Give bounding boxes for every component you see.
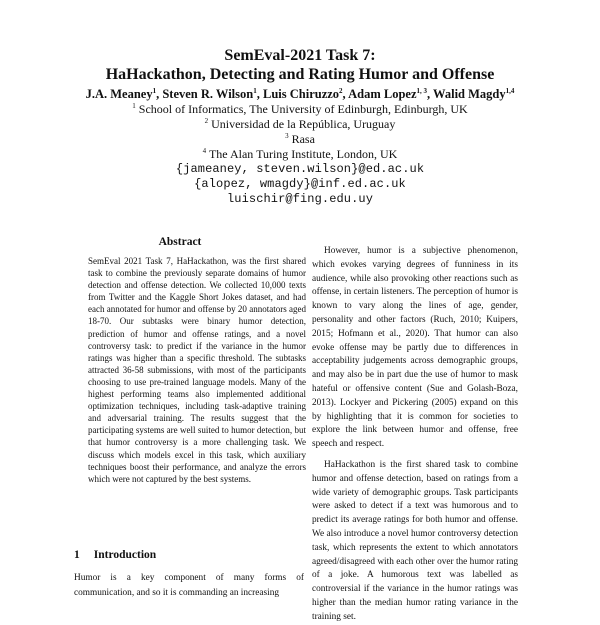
abstract-heading: Abstract	[158, 236, 202, 248]
right-column	[312, 245, 518, 625]
author-name: J.A. Meaney	[85, 87, 153, 101]
affiliation-text: Rasa	[291, 132, 315, 146]
author-list: J.A. Meaney$^1$, Steven R. Wilson$^1$, Luis Chiruzzo$^2$, Adam Lopez$^{1, 3}$, Walid Magdy$^{1,4}$	[85, 87, 515, 101]
introduction-body: Humor is a key component of many forms of communication, and so it is commanding an increasing	[74, 573, 304, 598]
author-name: Walid Magdy	[433, 87, 506, 101]
affiliation-text: School of Informatics, The University of Edinburgh, Edinburgh, UK	[138, 102, 468, 116]
section-number: 1	[74, 549, 80, 561]
author-affiliation-marker: 2	[339, 87, 343, 95]
author-name: Steven R. Wilson	[162, 87, 254, 101]
author-name: Adam Lopez	[348, 87, 417, 101]
affiliation-line	[0, 117, 600, 132]
title-line-2: HaHackathon, Detecting and Rating Humor and Offense	[105, 66, 495, 83]
affiliation-marker: 1	[132, 102, 136, 110]
abstract-body: SemEval 2021 Task 7, HaHackathon, was the first shared task to combine the previously separate domains of humor detection and offense detection. We collected 10,000 texts from Twitter and the Kaggle Short Jokes dataset, and had each annotated for humor and offense by 20 annotators aged 18-70. Our subtasks were binary humor detection, prediction of humor and offense ratings, and a novel controversy task: to predict if the variance in the humor ratings was higher than a specific threshold. The subtasks attracted 36-58 submissions, with most of the participants choosing to use pre-trained language models. Many of the highest performing teams also implemented additional optimization techniques, including task-adaptive training and adversarial training. The results suggest that the participating systems are well suited to humor detection, but that humor controversy is a more challenging task. We discuss which models excel in this task, which auxiliary techniques boost their performance, and analyze the errors which were not captured by the best systems.	[88, 256, 306, 484]
affiliation-line	[0, 147, 600, 162]
email-line[interactable]: luischir@fing.edu.uy	[226, 192, 374, 206]
affiliation-text: The Alan Turing Institute, London, UK	[208, 147, 398, 161]
affiliation-marker: 2	[204, 117, 209, 125]
affiliation-marker: 3	[285, 132, 289, 140]
section-title: Introduction	[93, 549, 157, 561]
author-affiliation-marker: 1,4	[505, 87, 515, 95]
author-name: Luis Chiruzzo	[262, 87, 340, 101]
title-line-1: SemEval-2021 Task 7:	[224, 47, 376, 64]
affiliation-text: Universidad de la República, Uruguay	[211, 117, 396, 131]
affiliation-line	[0, 102, 600, 117]
email-line[interactable]: {alopez, wmagdy}@inf.ed.ac.uk	[194, 177, 406, 191]
paper-title	[0, 46, 600, 84]
email-line[interactable]: {jameaney, steven.wilson}@ed.ac.uk	[175, 162, 425, 176]
author-affiliation-marker: 1	[253, 87, 257, 95]
affiliation-marker: 4	[202, 147, 207, 155]
affiliation-line	[0, 132, 600, 147]
section-heading	[74, 549, 156, 561]
author-affiliation-marker: 1	[152, 87, 157, 95]
paragraph: However, humor is a subjective phenomenon, which evokes varying degrees of funniness in its audience, while also provoking other reactions such as offense, in certain listeners. The perception of humor is known to vary along the lines of age, gender, personality and other factors (Ruch, 2010; Kuipers, 2015; Hofmann et al., 2020). That humor can also evoke offense may be partly due to differences in acceptability judgements across demographic groups, and may also be in part due the use of humor to mask hateful or offensive content (Sue and Golash-Boza, 2013). Lockyer and Pickering (2005) expand on this by highlighting that it is common for societies to explore the link between humor and offense, free speech and respect.	[312, 246, 518, 450]
paragraph: HaHackathon is the first shared task to combine humor and offense detection, based on ratings from a wide variety of demographic groups. Task participants were asked to detect if a text was humorous and to predict its average ratings for both humor and offense. We also introduce a novel humor controversy detection task, which represents the extent to which annotators agreed/disagreed with each other over the humor rating of a joke. A humorous text was labelled as controversial if the variance in the humor ratings was higher than the median humor rating variance in the training set.	[312, 459, 518, 622]
author-affiliation-marker: 1, 3	[416, 87, 428, 95]
